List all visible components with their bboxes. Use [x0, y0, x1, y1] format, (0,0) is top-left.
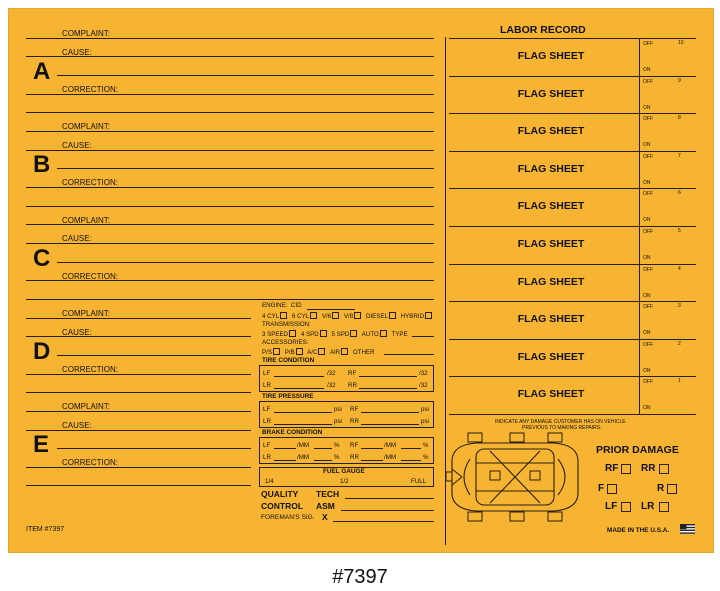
brake-condition-title: BRAKE CONDITION: [262, 429, 323, 436]
writing-line[interactable]: [57, 262, 434, 263]
checkbox-rr[interactable]: [659, 464, 669, 474]
flag-off-label: OFF: [643, 266, 653, 273]
flag-row-divider: [449, 151, 696, 152]
flag-number: 6: [678, 190, 681, 197]
cause-label: CAUSE:: [62, 140, 92, 150]
flag-sheet-label: FLAG SHEET: [517, 350, 585, 363]
engine-label: ENGINE:: [262, 302, 288, 309]
flag-number: 10: [678, 40, 684, 46]
writing-line[interactable]: [26, 430, 251, 431]
writing-line[interactable]: [26, 56, 434, 57]
flag-number: 4: [678, 265, 681, 272]
flag-on-label: ON: [643, 104, 651, 111]
section-letter: D: [33, 337, 51, 365]
section-letter: E: [33, 431, 50, 459]
complaint-label: COMPLAINT:: [62, 308, 111, 318]
writing-line[interactable]: [26, 38, 434, 39]
flag-row-divider: [449, 301, 696, 302]
cause-label: CAUSE:: [62, 327, 92, 337]
correction-label: CORRECTION:: [62, 271, 118, 281]
labor-record-title: LABOR RECORD: [500, 24, 586, 36]
cid-label: CID: [290, 302, 302, 309]
flag-sheet-label: FLAG SHEET: [517, 50, 585, 62]
flag-sheet-label: FLAG SHEET: [517, 388, 585, 401]
writing-line[interactable]: [26, 94, 434, 95]
flag-sheet-label: FLAG SHEET: [517, 275, 585, 288]
checkbox-lr[interactable]: [659, 502, 669, 512]
flag-sheet-label: FLAG SHEET: [517, 313, 585, 326]
damage-note-1: INDICATE ANY DAMAGE CUSTOMER HAS ON VEHICLE: [495, 419, 626, 425]
fuel-gauge-title: FUEL GAUGE: [323, 468, 365, 475]
section-letter: B: [33, 151, 51, 179]
correction-label: CORRECTION:: [62, 458, 118, 468]
flag-number: 7: [678, 152, 681, 159]
writing-line[interactable]: [26, 224, 434, 225]
flag-off-label: OFF: [643, 379, 653, 386]
flag-row-divider: [449, 264, 696, 265]
checkbox-f[interactable]: [607, 484, 617, 494]
writing-line[interactable]: [26, 485, 251, 486]
flag-number: 9: [678, 77, 681, 84]
writing-line[interactable]: [26, 187, 434, 188]
prior-damage-title: PRIOR DAMAGE: [596, 444, 679, 456]
writing-line[interactable]: [26, 467, 251, 468]
item-number: ITEM #7397: [26, 526, 65, 533]
flag-on-label: ON: [643, 292, 651, 299]
correction-label: CORRECTION:: [62, 84, 118, 94]
flag-off-label: OFF: [643, 341, 653, 348]
writing-line[interactable]: [57, 355, 251, 356]
correction-label: CORRECTION:: [62, 364, 118, 374]
flag-number: 1: [678, 378, 681, 385]
flag-on-label: ON: [643, 330, 651, 337]
flag-number: 8: [678, 115, 681, 122]
writing-line[interactable]: [26, 206, 434, 207]
flag-on-label: ON: [643, 367, 651, 374]
vehicle-diagram-icon: [446, 431, 584, 523]
flag-off-label: OFF: [643, 116, 653, 123]
writing-line[interactable]: [57, 448, 251, 449]
flag-off-label: OFF: [643, 229, 653, 235]
complaint-label: COMPLAINT:: [62, 29, 111, 38]
writing-line[interactable]: [26, 374, 251, 375]
writing-line[interactable]: [26, 392, 251, 393]
damage-note-2: PREVIOUS TO MAKING REPAIRS.: [522, 425, 602, 431]
tire-condition-title: TIRE CONDITION: [262, 357, 315, 364]
cause-label: CAUSE:: [62, 47, 92, 57]
work-order-card: COMPLAINT: CAUSE: CORRECTION: A COMPLAINT: CAUSE: CORRECTION: B COMPLAINT: CAUSE: CORRECTION: C COMPLAINT: CAUSE: CORRECTION: D COMPLAINT: CAUSE: CORRECTION: E ITEM #7397 LABOR RECORD FLAG SHEET OFF 10 ON FLAG SHEET OFF 9 ON FLAG SHEET OFF 8 ON FLAG SHEET OFF 7 ON FLAG SHEET OFF 6 ON FLAG SHEET OFF 5 ON FLAG SHEET OFF 4 ON FLAG SHEET OFF 3 ON FLAG SHEET OFF 2 ON FLAG SHEET OFF 1 ON ENGINE: CID 4 CYL 6 CYL V/6 V/8 DIESEL HYBRID TRANSMISSION: 3 SPEED 4 SPD 5 SPD AUTO TYPE ACCESSORIES: P/S P/B A/C AIR OTHER TIRE CONDITION LF /32 RF /32 LR /32 RR /32 TIRE PRESSURE LF psi RF psi LR psi RR psi BRAKE CONDITION LF /MM % RF /MM % LR /MM % RR /MM % FUEL GAUGE 1/4 1/2 FULL QUALITY TECH CONTROL ASM FOREMAN'S SIG. X INDICATE ANY DAMAGE CUSTOMER HAS ON VEHICLE PREVIOUS TO MAKING REPAIRS. PRIOR DAMAGE RF RR F R LF LR MADE IN THE U.S.A.: [9, 9, 713, 552]
flag-number: 5: [678, 228, 681, 234]
section-letter: C: [33, 244, 51, 272]
flag-sheet-label: FLAG SHEET: [517, 125, 585, 138]
us-flag-icon: [680, 524, 695, 534]
complaint-label: COMPLAINT:: [62, 402, 111, 412]
writing-line[interactable]: [57, 75, 434, 76]
complaint-label: COMPLAINT:: [62, 215, 111, 225]
flag-row-divider: [449, 76, 696, 77]
tire-pressure-title: TIRE PRESSURE: [262, 393, 314, 400]
checkbox-lf[interactable]: [621, 502, 631, 512]
flag-on-label: ON: [643, 217, 651, 224]
flag-on-label: ON: [643, 179, 651, 186]
flag-off-label: OFF: [643, 304, 653, 311]
writing-line[interactable]: [26, 243, 434, 244]
writing-line[interactable]: [57, 168, 434, 169]
flag-row-divider: [449, 339, 696, 340]
section-letter: A: [33, 58, 51, 85]
flag-on-label: ON: [643, 255, 651, 261]
cause-label: CAUSE:: [62, 420, 92, 430]
flag-sheet-label: FLAG SHEET: [517, 200, 585, 213]
writing-line[interactable]: [26, 411, 251, 412]
checkbox-rf[interactable]: [621, 464, 631, 474]
flag-off-label: OFF: [643, 41, 653, 47]
transmission-label: TRANSMISSION:: [262, 321, 311, 328]
flag-row-divider: [449, 188, 696, 189]
flag-time-divider: [639, 38, 640, 414]
accessories-label: ACCESSORIES:: [262, 339, 309, 346]
flag-sheet-label: FLAG SHEET: [517, 87, 585, 100]
checkbox-r[interactable]: [667, 484, 677, 494]
flag-number: 2: [678, 340, 681, 347]
flag-row-divider: [449, 113, 696, 114]
writing-line[interactable]: [26, 150, 434, 151]
flag-row-divider: [449, 226, 696, 227]
writing-line[interactable]: [26, 299, 434, 300]
cause-label: CAUSE:: [62, 234, 92, 244]
item-caption: #7397: [332, 566, 388, 588]
complaint-label: COMPLAINT:: [62, 122, 111, 132]
writing-line[interactable]: [26, 112, 434, 113]
correction-label: CORRECTION:: [62, 178, 118, 188]
writing-line[interactable]: [26, 318, 251, 319]
transmission-options-row: 3 SPEED 4 SPD 5 SPD AUTO TYPE: [262, 331, 408, 338]
accessories-options-row: P/S P/B A/C AIR OTHER: [262, 349, 375, 356]
flag-off-label: OFF: [643, 78, 653, 85]
writing-line[interactable]: [26, 336, 251, 337]
engine-options-row: 4 CYL 6 CYL V/6 V/8 DIESEL HYBRID: [262, 312, 435, 320]
flag-on-label: ON: [643, 142, 651, 149]
flag-on-label: ON: [643, 67, 651, 73]
writing-line[interactable]: [26, 280, 434, 281]
flag-sheet-label: FLAG SHEET: [517, 162, 585, 175]
flag-row-divider: [449, 414, 696, 415]
flag-off-label: OFF: [643, 191, 653, 198]
flag-sheet-label: FLAG SHEET: [517, 238, 585, 250]
flag-on-label: ON: [643, 405, 651, 412]
flag-row-divider: [449, 376, 696, 377]
made-in-usa: MADE IN THE U.S.A.: [607, 527, 670, 534]
flag-number: 3: [678, 303, 681, 310]
flag-off-label: OFF: [643, 153, 653, 160]
writing-line[interactable]: [26, 131, 434, 132]
